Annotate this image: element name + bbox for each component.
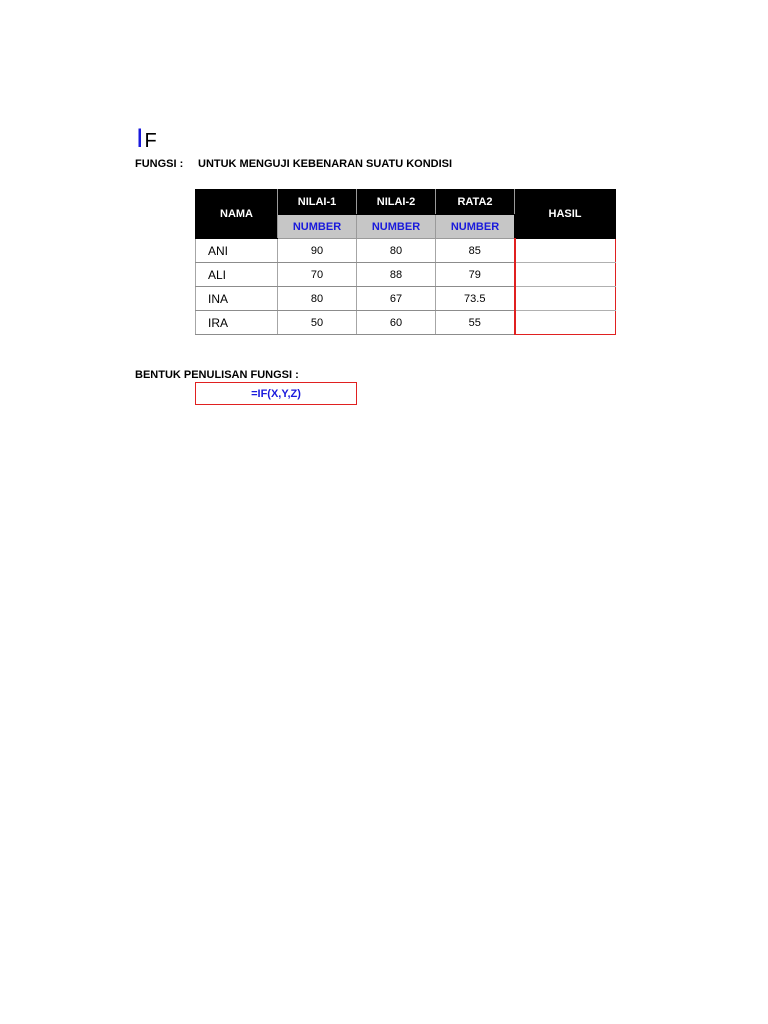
cell-nilai-1[interactable]: 90 <box>278 239 357 263</box>
subheader-nilai-2: NUMBER <box>357 215 436 239</box>
cell-hasil[interactable] <box>515 263 616 287</box>
formula-text: =IF(X,Y,Z) <box>251 387 301 400</box>
cell-nama[interactable]: ANI <box>196 239 278 263</box>
fungsi-description: UNTUK MENGUJI KEBENARAN SUATU KONDISI <box>198 158 453 170</box>
fungsi-label: FUNGSI : <box>135 158 184 170</box>
cell-nilai-1[interactable]: 80 <box>278 287 357 311</box>
cell-nilai-2[interactable]: 88 <box>357 263 436 287</box>
table-row <box>196 239 616 263</box>
bentuk-label: BENTUK PENULISAN FUNGSI : <box>135 369 299 381</box>
title-rest: F <box>144 130 157 152</box>
header-rata2: RATA2 <box>436 190 515 215</box>
cell-nilai-1[interactable]: 50 <box>278 311 357 335</box>
cell-nilai-2[interactable]: 80 <box>357 239 436 263</box>
formula-box[interactable] <box>195 382 357 405</box>
cell-nama[interactable]: IRA <box>196 311 278 335</box>
header-nilai-1: NILAI-1 <box>278 190 357 215</box>
nilai-table <box>195 189 616 335</box>
cell-rata2[interactable]: 55 <box>436 311 515 335</box>
cell-rata2[interactable]: 85 <box>436 239 515 263</box>
fungsi-line <box>135 158 453 170</box>
header-nilai-2: NILAI-2 <box>357 190 436 215</box>
cell-nilai-2[interactable]: 60 <box>357 311 436 335</box>
table-row <box>196 311 616 335</box>
table-row <box>196 287 616 311</box>
subheader-nilai-1: NUMBER <box>278 215 357 239</box>
cell-nilai-2[interactable]: 67 <box>357 287 436 311</box>
header-hasil: HASIL <box>515 190 616 239</box>
cell-rata2[interactable]: 73.5 <box>436 287 515 311</box>
header-nama: NAMA <box>196 190 278 239</box>
table-row <box>196 263 616 287</box>
subheader-rata2: NUMBER <box>436 215 515 239</box>
cell-rata2[interactable]: 79 <box>436 263 515 287</box>
cell-hasil[interactable] <box>515 311 616 335</box>
page-title <box>136 124 157 152</box>
cell-hasil[interactable] <box>515 239 616 263</box>
cell-nama[interactable]: ALI <box>196 263 278 287</box>
cell-hasil[interactable] <box>515 287 616 311</box>
cell-nilai-1[interactable]: 70 <box>278 263 357 287</box>
title-first-letter: I <box>136 123 144 153</box>
cell-nama[interactable]: INA <box>196 287 278 311</box>
